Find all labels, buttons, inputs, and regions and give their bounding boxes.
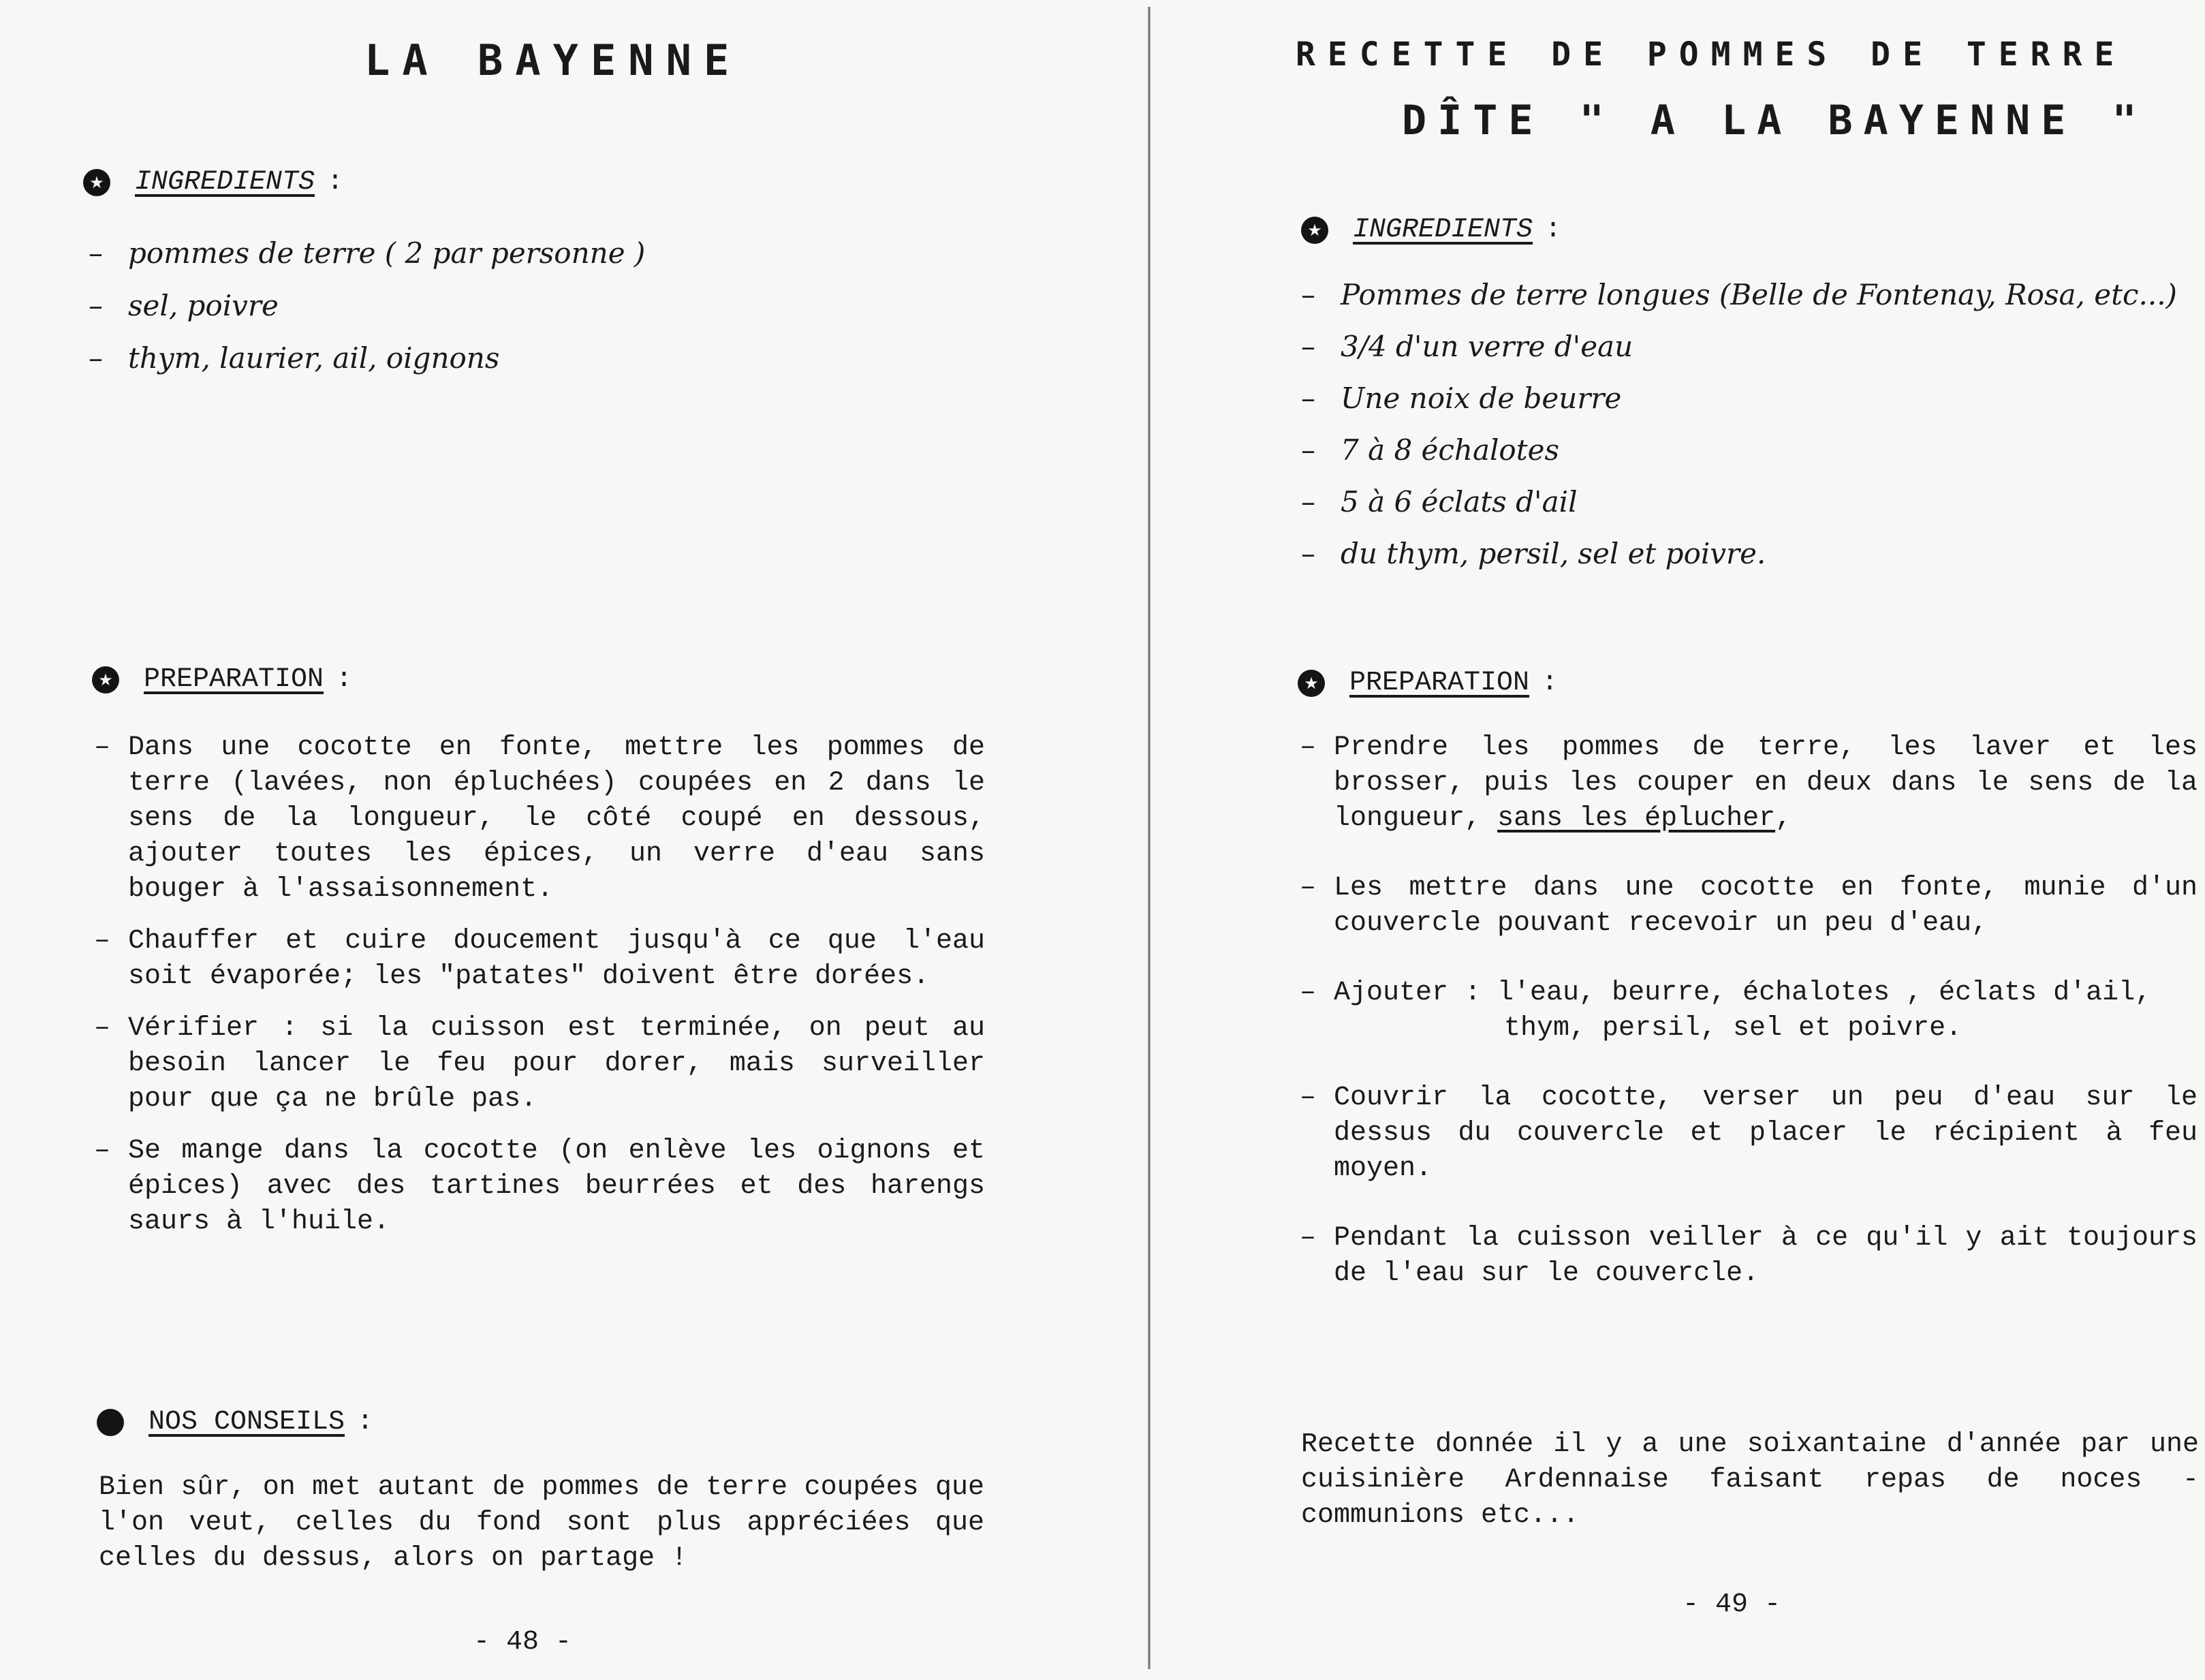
dot-bullet-icon (97, 1409, 124, 1436)
left-conseils-heading (97, 1407, 373, 1437)
ingredients-label: INGREDIENTS (1353, 215, 1533, 245)
left-preparation-list (94, 730, 985, 1240)
star-bullet-icon (1298, 670, 1325, 697)
list-item: – sel, poivre (89, 284, 974, 328)
right-page-title-line1: RECETTE DE POMMES DE TERRE (1296, 35, 2127, 74)
right-preparation-heading (1298, 668, 1558, 698)
right-preparation-list (1300, 730, 2198, 1292)
list-item: – pommes de terre ( 2 par personne ) (89, 232, 974, 275)
list-item: – 3/4 d'un verre d'eau (1301, 328, 2187, 366)
list-item: – Pendant la cuisson veiller à ce qu'il y ait toujours de l'eau sur le couvercle. (1300, 1221, 2198, 1292)
ingredients-label: INGREDIENTS (135, 167, 315, 198)
underlined-text: sans les éplucher (1497, 803, 1776, 834)
step-text: , (1775, 803, 1792, 834)
list-item: – 5 à 6 éclats d'ail (1301, 483, 2187, 521)
list-item: – Les mettre dans une cocotte en fonte, munie d'un couvercle pouvant recevoir un peu d'eau, (1300, 871, 2198, 942)
left-page-title: LA BAYENNE (364, 35, 742, 85)
list-item: – thym, laurier, ail, oignons (89, 337, 974, 380)
list-item: – du thym, persil, sel et poivre. (1301, 535, 2187, 573)
list-item: – 7 à 8 échalotes (1301, 431, 2187, 469)
right-page (1151, 0, 2205, 1680)
list-item (1300, 976, 2198, 1046)
step-text: – Ajouter : l'eau, beurre, échalotes , éclats d'ail, (1334, 978, 2152, 1008)
heading-colon: : (1542, 668, 1559, 698)
page-number: - 49 - (1683, 1589, 1781, 1620)
step-text: Prendre les pommes de terre, les laver et les brosser, puis les couper en deux dans le sens de la longueur, (1334, 732, 2198, 834)
list-item: – Vérifier : si la cuisson est terminée, on peut au besoin lancer le feu pour dorer, mais surveiller pour que ça ne brûle pas. (94, 1011, 985, 1117)
heading-colon: : (327, 167, 344, 198)
recipe-note: Recette donnée il y a une soixantaine d'année par une cuisinière Ardennaise faisant repas de noces - communions etc... (1301, 1429, 2199, 1531)
conseils-label: NOS CONSEILS (148, 1407, 345, 1437)
page-number: - 48 - (473, 1627, 572, 1658)
left-preparation-heading (92, 664, 352, 695)
right-ingredients-heading (1301, 215, 1561, 245)
star-bullet-icon (1301, 217, 1328, 244)
heading-colon: : (357, 1407, 374, 1437)
right-page-title-line2: DÎTE " A LA BAYENNE " (1402, 97, 2148, 144)
preparation-label: PREPARATION (144, 664, 324, 695)
star-bullet-icon (92, 666, 119, 694)
preparation-label: PREPARATION (1349, 668, 1530, 698)
list-item: – Pommes de terre longues (Belle de Fontenay, Rosa, etc...) (1301, 276, 2187, 314)
heading-colon: : (1545, 215, 1562, 245)
list-item: – Une noix de beurre (1301, 379, 2187, 418)
step-text: thym, persil, sel et poivre. (1504, 1013, 1962, 1044)
list-item: – Couvrir la cocotte, verser un peu d'eau sur le dessus du couvercle et placer le récipient à feu moyen. (1300, 1080, 2198, 1187)
star-bullet-icon (83, 169, 110, 196)
heading-colon: : (336, 664, 353, 695)
right-ingredients-list (1301, 276, 2187, 573)
list-item (1300, 730, 2198, 837)
conseils-text: Bien sûr, on met autant de pommes de terre coupées que l'on veut, celles du fond sont plus appréciées que celles du dessus, alors on partage ! (99, 1472, 984, 1574)
list-item: – Se mange dans la cocotte (on enlève les oignons et épices) avec des tartines beurrées et des harengs saurs à l'huile. (94, 1134, 985, 1240)
list-item: – Chauffer et cuire doucement jusqu'à ce que l'eau soit évaporée; les "patates" doivent être dorées. (94, 924, 985, 995)
list-item: – Dans une cocotte en fonte, mettre les pommes de terre (lavées, non épluchées) coupées en 2 dans le sens de la longueur, le côté coupé en dessous, ajouter toutes les épices, un verre d'eau sans bouger à l'assaisonnement. (94, 730, 985, 907)
left-ingredients-heading (83, 167, 343, 198)
left-ingredients-list (89, 232, 974, 380)
